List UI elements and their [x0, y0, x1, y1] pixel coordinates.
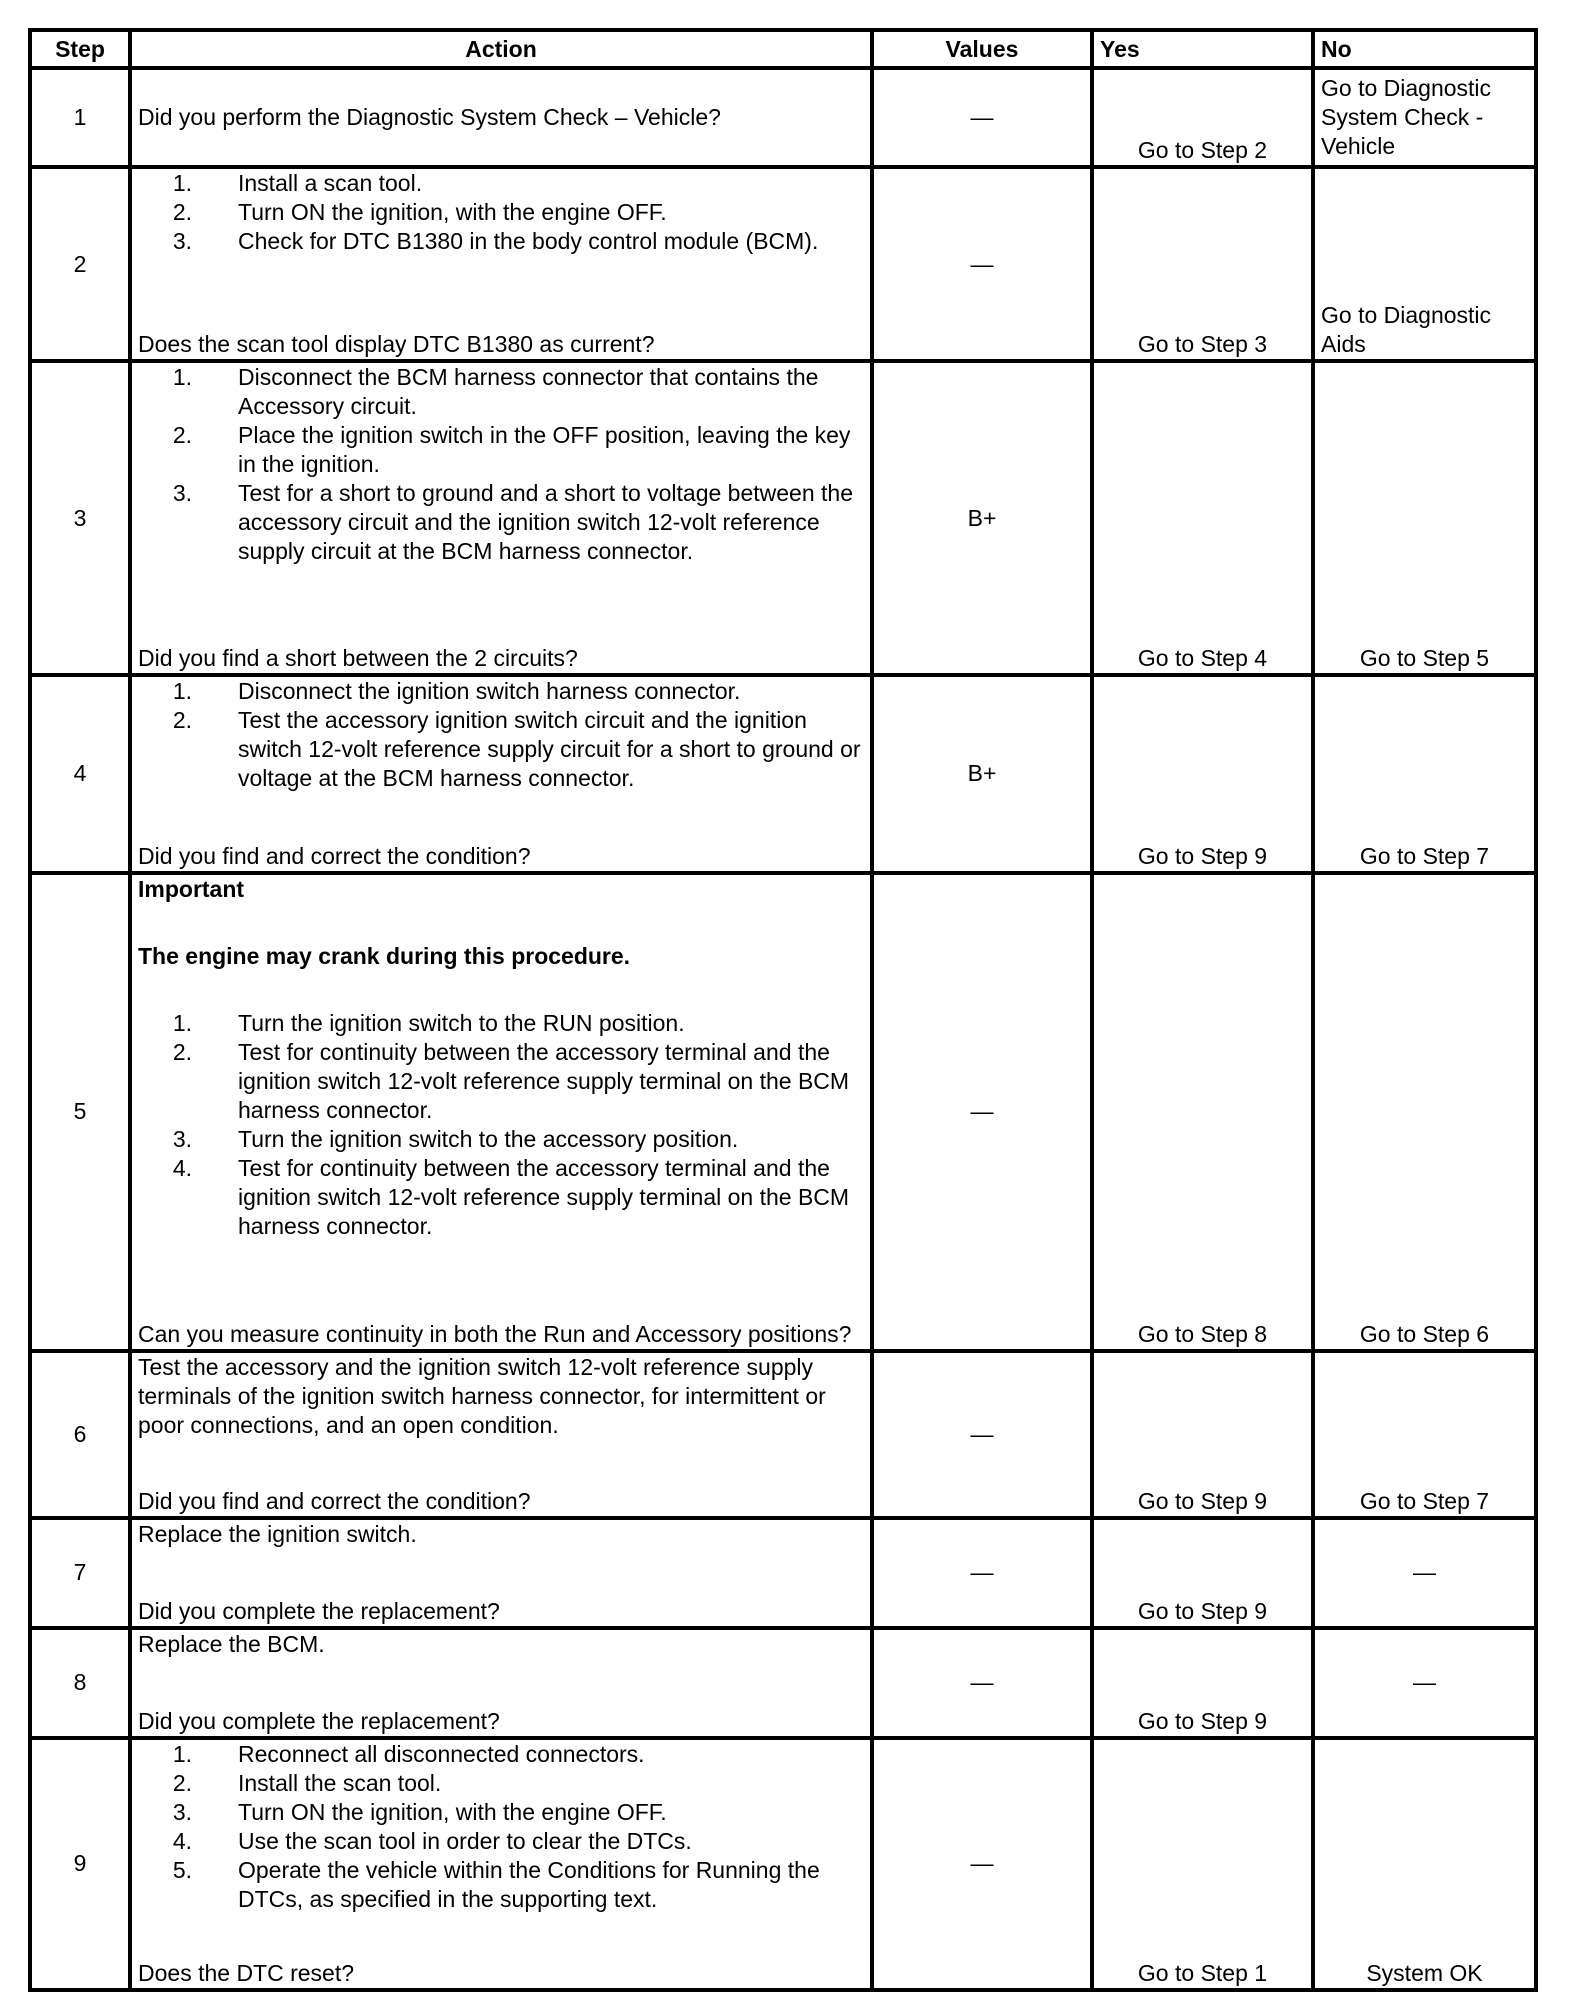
- no-cell: Go to Diagnostic Aids: [1313, 167, 1536, 362]
- step-number: 8: [30, 1628, 130, 1738]
- item-number: 2.: [172, 1769, 192, 1796]
- values-cell: B+: [872, 675, 1092, 873]
- item-number: 1.: [172, 678, 192, 705]
- action-cell: [130, 1738, 872, 1990]
- action-question: Did you complete the replacement?: [138, 1597, 500, 1624]
- values-cell: —: [872, 68, 1092, 167]
- action-cell: [130, 167, 872, 362]
- action-question: Does the DTC reset?: [138, 1960, 355, 1986]
- item-number: 1.: [172, 169, 192, 196]
- action-question: Did you find a short between the 2 circuits?: [138, 645, 578, 672]
- action-question: Can you measure continuity in both the Run and Accessory positions?: [138, 1320, 852, 1347]
- list-item: [138, 1154, 864, 1241]
- yes-cell: Go to Step 9: [1092, 1518, 1313, 1628]
- list-item: [138, 1038, 864, 1125]
- yes-cell: Go to Step 1: [1092, 1738, 1313, 1990]
- action-question: Did you complete the replacement?: [138, 1707, 500, 1734]
- step-number: 5: [30, 873, 130, 1351]
- step-number: 7: [30, 1518, 130, 1628]
- step-number: 1: [30, 68, 130, 167]
- procedure-list: [138, 1740, 864, 1914]
- no-cell: Go to Step 6: [1313, 873, 1536, 1351]
- step-number: 2: [30, 167, 130, 362]
- header-yes: Yes: [1092, 30, 1313, 68]
- item-number: 1.: [172, 364, 192, 391]
- action-cell: [130, 1351, 872, 1518]
- table-row: [30, 1351, 1536, 1518]
- item-number: 2.: [172, 198, 192, 225]
- item-text: Check for DTC B1380 in the body control module (BCM).: [238, 227, 819, 254]
- table-row: [30, 167, 1536, 362]
- table-row: [30, 675, 1536, 873]
- item-number: 2.: [172, 707, 192, 734]
- action-text: Replace the ignition switch.: [138, 1521, 417, 1548]
- item-number: 5.: [172, 1856, 192, 1883]
- action-cell: [130, 361, 872, 675]
- important-label: Important: [138, 875, 245, 902]
- item-text: Test for continuity between the accessory terminal and the ignition switch 12-volt reference supply terminal on the BCM harness connector.: [238, 1154, 850, 1239]
- item-text: Operate the vehicle within the Conditions for Running the DTCs, as specified in the supporting text.: [238, 1856, 820, 1912]
- values-cell: —: [872, 1738, 1092, 1990]
- list-item: [138, 1798, 864, 1827]
- values-cell: —: [872, 873, 1092, 1351]
- table-row: [30, 361, 1536, 675]
- item-number: 2.: [172, 422, 192, 449]
- values-cell: B+: [872, 361, 1092, 675]
- item-number: 3.: [172, 1125, 192, 1152]
- header-row: [30, 30, 1536, 68]
- item-text: Reconnect all disconnected connectors.: [238, 1740, 645, 1767]
- no-cell: Go to Step 7: [1313, 675, 1536, 873]
- values-cell: —: [872, 1628, 1092, 1738]
- list-item: [138, 198, 864, 227]
- list-item: [138, 363, 864, 421]
- item-number: 4.: [172, 1154, 192, 1181]
- action-cell: [130, 873, 872, 1351]
- no-cell: —: [1313, 1628, 1536, 1738]
- action-cell: [130, 675, 872, 873]
- list-item: [138, 169, 864, 198]
- yes-cell: Go to Step 2: [1092, 68, 1313, 167]
- table-row: [30, 1628, 1536, 1738]
- procedure-list: [138, 677, 864, 793]
- step-number: 4: [30, 675, 130, 873]
- item-text: Disconnect the ignition switch harness connector.: [238, 678, 741, 705]
- procedure-list: [138, 363, 864, 566]
- item-number: 1.: [172, 1009, 192, 1036]
- item-number: 3.: [172, 1798, 192, 1825]
- item-text: Turn the ignition switch to the RUN position.: [238, 1009, 685, 1036]
- yes-cell: Go to Step 3: [1092, 167, 1313, 362]
- action-cell: [130, 1628, 872, 1738]
- item-text: Test for continuity between the accessory terminal and the ignition switch 12-volt reference supply terminal on the BCM harness connector.: [238, 1038, 850, 1123]
- item-text: Disconnect the BCM harness connector that contains the Accessory circuit.: [238, 364, 819, 420]
- item-text: Test for a short to ground and a short to voltage between the accessory circuit and the ignition switch 12-volt reference supply circuit at the BCM harness connector.: [238, 480, 854, 565]
- values-cell: —: [872, 1518, 1092, 1628]
- header-values: Values: [872, 30, 1092, 68]
- item-number: 3.: [172, 480, 192, 507]
- list-item: [138, 1740, 864, 1769]
- list-item: [138, 227, 864, 256]
- list-item: [138, 479, 864, 566]
- item-text: Turn ON the ignition, with the engine OFF.: [238, 198, 667, 225]
- table-row: [30, 1738, 1536, 1990]
- no-cell: Go to Diagnostic System Check - Vehicle: [1313, 68, 1536, 167]
- item-text: Install the scan tool.: [238, 1769, 442, 1796]
- list-item: [138, 706, 864, 793]
- action-text: Test the accessory and the ignition switch 12-volt reference supply terminals of the ignition switch harness connector, for intermittent or poor connections, and an open condition.: [138, 1353, 826, 1438]
- list-item: [138, 1856, 864, 1914]
- table-row: [30, 1518, 1536, 1628]
- action-cell: [130, 68, 872, 167]
- header-no: No: [1313, 30, 1536, 68]
- list-item: [138, 1769, 864, 1798]
- item-text: Use the scan tool in order to clear the DTCs.: [238, 1827, 692, 1854]
- item-text: Turn the ignition switch to the accessory position.: [238, 1125, 739, 1152]
- no-cell: —: [1313, 1518, 1536, 1628]
- item-text: Place the ignition switch in the OFF position, leaving the key in the ignition.: [238, 422, 851, 478]
- procedure-list: [138, 1009, 864, 1241]
- values-cell: —: [872, 1351, 1092, 1518]
- action-question: Did you find and correct the condition?: [138, 842, 531, 869]
- item-number: 3.: [172, 227, 192, 254]
- item-text: Test the accessory ignition switch circuit and the ignition switch 12-volt reference supply circuit for a short to ground or voltage at the BCM harness connector.: [238, 707, 861, 792]
- action-question: Does the scan tool display DTC B1380 as current?: [138, 331, 655, 358]
- step-number: 6: [30, 1351, 130, 1518]
- item-number: 2.: [172, 1038, 192, 1065]
- table-row: [30, 68, 1536, 167]
- step-number: 9: [30, 1738, 130, 1990]
- yes-cell: Go to Step 9: [1092, 675, 1313, 873]
- no-cell: System OK: [1313, 1738, 1536, 1990]
- header-action: Action: [130, 30, 872, 68]
- item-text: Install a scan tool.: [238, 169, 423, 196]
- header-step: Step: [30, 30, 130, 68]
- table-row: [30, 873, 1536, 1351]
- item-number: 4.: [172, 1827, 192, 1854]
- no-cell: Go to Step 7: [1313, 1351, 1536, 1518]
- list-item: [138, 421, 864, 479]
- values-cell: —: [872, 167, 1092, 362]
- yes-cell: Go to Step 4: [1092, 361, 1313, 675]
- action-question: Did you find and correct the condition?: [138, 1488, 531, 1515]
- action-cell: [130, 1518, 872, 1628]
- warning-text: The engine may crank during this procedure.: [138, 942, 631, 969]
- list-item: [138, 1125, 864, 1154]
- yes-cell: Go to Step 9: [1092, 1628, 1313, 1738]
- yes-cell: Go to Step 8: [1092, 873, 1313, 1351]
- action-question: Did you perform the Diagnostic System Check – Vehicle?: [138, 103, 721, 130]
- list-item: [138, 1009, 864, 1038]
- yes-cell: Go to Step 9: [1092, 1351, 1313, 1518]
- item-text: Turn ON the ignition, with the engine OFF.: [238, 1798, 667, 1825]
- diagnostic-table: [28, 28, 1538, 1992]
- list-item: [138, 1827, 864, 1856]
- no-cell: Go to Step 5: [1313, 361, 1536, 675]
- list-item: [138, 677, 864, 706]
- action-text: Replace the BCM.: [138, 1630, 325, 1657]
- item-number: 1.: [172, 1740, 192, 1767]
- step-number: 3: [30, 361, 130, 675]
- procedure-list: [138, 169, 864, 256]
